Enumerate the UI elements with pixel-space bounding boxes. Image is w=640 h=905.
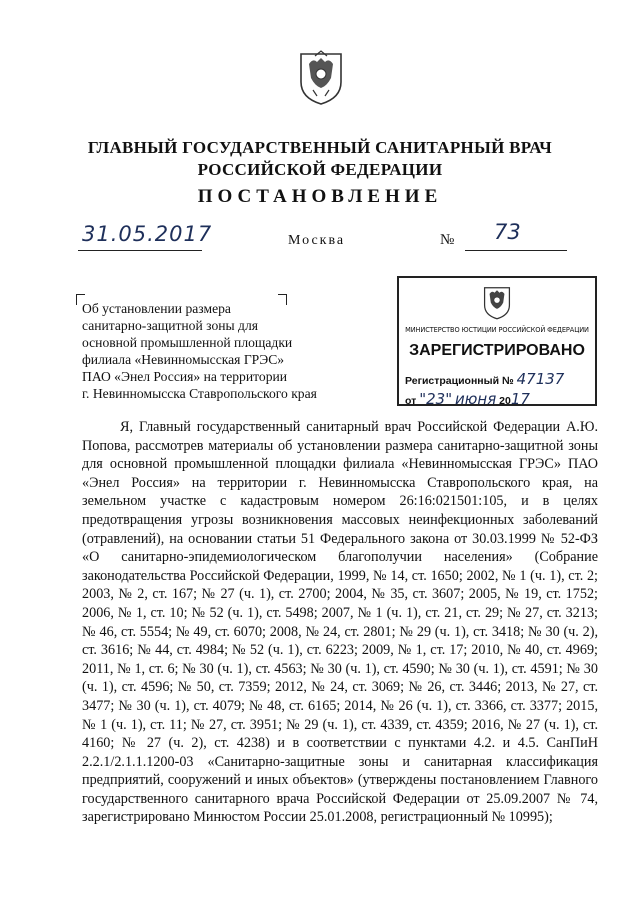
stamp-reg-number-row: [405, 370, 564, 388]
document-city: Москва: [288, 233, 346, 248]
stamp-date-year: 17: [510, 390, 530, 408]
document-type: ПОСТАНОВЛЕНИЕ: [197, 186, 443, 207]
stamp-date-year-prefix: 20: [499, 395, 511, 407]
registration-stamp: [397, 276, 597, 406]
stamp-date-row: [405, 390, 530, 408]
issuer-title-line1: ГЛАВНЫЙ ГОСУДАРСТВЕННЫЙ САНИТАРНЫЙ ВРАЧ: [87, 138, 553, 157]
number-sign: №: [440, 232, 455, 248]
subject-line: основной промышленной площадки: [82, 335, 293, 350]
document-subject: [82, 300, 317, 402]
stamp-reg-number: 47137: [516, 370, 565, 388]
stamp-date-prefix: от: [405, 395, 417, 407]
stamp-reg-label: Регистрационный №: [405, 375, 514, 387]
document-number: 73: [494, 220, 521, 244]
coat-of-arms-icon: [295, 48, 347, 106]
subject-line: Об установлении размера: [82, 301, 231, 316]
date-underline: [78, 250, 202, 251]
stamp-date-day: "23": [419, 390, 453, 408]
stamp-ministry: МИНИСТЕРСТВО ЮСТИЦИИ РОССИЙСКОЙ ФЕДЕРАЦИИ: [405, 326, 589, 334]
number-underline: [465, 250, 567, 251]
body-paragraph: Я, Главный государственный санитарный врач Российской Федерации А.Ю. Попова, рассмотрев материалы об установлении размера санитарно-защитной зоны для основной промышленной площадки филиала «Невинномысская ГРЭС» ПАО «Энел Россия» на территории г. Невинномысска Ставропольского края, на земельном участке с кадастровым номером 26:16:021501:105, и в целях предотвращения угрозы возникновения массовых неинфекционных заболеваний (отравлений), на основании статьи 51 Федерального закона от 30.03.1999 № 52-ФЗ «О санитарно-эпидемиологическом благополучии населения» (Собрание законодательства Российской Федерации, 1999, № 14, ст. 1650; 2002, № 1 (ч. 1), ст. 2; 2003, № 2, ст. 167; № 27 (ч. 1), ст. 2700; 2004, № 35, ст. 3607; 2005, № 19, ст. 1752; 2006, № 1, ст. 10; № 52 (ч. 1), ст. 5498; 2007, № 1 (ч. 1), ст. 21, ст. 29; № 27, ст. 3213; № 46, ст. 5554; № 49, ст. 6070; 2008, № 24, ст. 2801; № 29 (ч. 1), ст. 3418; № 30 (ч. 2), ст. 3616; № 44, ст. 4984; № 52 (ч. 1), ст. 6223; 2009, № 1, ст. 17; 2010, № 40, ст. 4969; 2011, № 1, ст. 6; № 30 (ч. 1), ст. 4563; № 30 (ч. 1), ст. 4590; № 30 (ч. 1), ст. 4591; № 30 (ч. 1), ст. 4596; № 50, ст. 7359; 2012, № 24, ст. 3069; № 26, ст. 3446; 2013, № 27, ст. 3477; № 30 (ч. 1), ст. 4079; № 48, ст. 6165; 2014, № 26 (ч. 1), ст. 3366, ст. 3377; 2015, № 1 (ч. 1), ст. 11; № 27, ст. 3951; № 29 (ч. 1), ст. 4339, ст. 4359; 2016, № 27 (ч. 1), ст. 4160; № 27 (ч. 2), ст. 4238) и в соответствии с пунктами 4.2. и 4.5. СанПиН 2.2.1/2.1.1.1200-03 «Санитарно-защитные зоны и санитарная классификация предприятий, сооружений и иных объектов» (утверждены постановлением Главного государственного санитарного врача Российской Федерации от 25.09.2007 № 74, зарегистрировано Минюстом России 25.01.2008, регистрационный № 10995);: [82, 419, 598, 826]
coat-of-arms-icon: [480, 284, 514, 320]
stamp-date-month: июня: [455, 390, 497, 408]
document-date: 31.05.2017: [82, 222, 213, 246]
stamp-registered: ЗАРЕГИСТРИРОВАНО: [409, 342, 585, 359]
document-body: [82, 418, 598, 827]
subject-line: г. Невинномысска Ставропольского края: [82, 386, 317, 401]
subject-line: филиала «Невинномысская ГРЭС»: [82, 352, 285, 367]
subject-line: ПАО «Энел Россия» на территории: [82, 369, 288, 384]
subject-line: санитарно-защитной зоны для: [82, 318, 258, 333]
issuer-title-line2: РОССИЙСКОЙ ФЕДЕРАЦИИ: [197, 160, 443, 179]
